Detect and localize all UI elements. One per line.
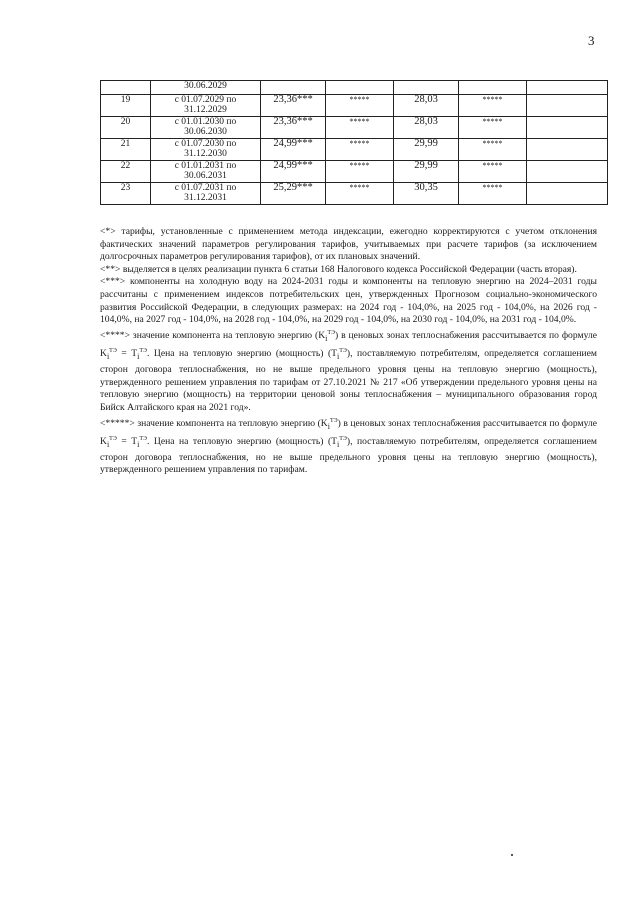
row-number-cell: 20 bbox=[101, 117, 151, 139]
empty-cell bbox=[527, 161, 608, 183]
water-component-vat-cell: ***** bbox=[326, 161, 394, 183]
table-row bbox=[101, 117, 608, 139]
period-start: с 01.07.2029 по bbox=[174, 95, 237, 105]
period-end: 30.06.2030 bbox=[184, 127, 227, 137]
period-end: 31.12.2029 bbox=[184, 105, 227, 115]
heat-component-vat-cell: ***** bbox=[459, 139, 527, 161]
water-component-vat-cell: ***** bbox=[326, 117, 394, 139]
heat-component-cell: 30,35 bbox=[394, 183, 459, 205]
period-cell bbox=[151, 183, 261, 205]
footnote-3: <***> компоненты на холодную воду на 2024-2031 годы и компоненты на тепловую энергию на 2024–2031 годы рассчитаны с применением индексов потребительских цен, утвержденных Прогнозом социально-экономического развития Российской Федерации, в следующих размерах: на 2024 год - 104,0%, на 2025 год - 104,0%, на 2026 год - 104,0%, на 2027 год - 104,0%, на 2028 год - 104,0%, на 2029 год - 104,0%, на 2030 год - 104,0%, на 2031 год - 104,0%. bbox=[100, 276, 597, 326]
footnote-2: <**> выделяется в целях реализации пункта 6 статьи 168 Налогового кодекса Российской Федерации (часть вторая). bbox=[100, 263, 577, 275]
heat-component-cell: 28,03 bbox=[394, 117, 459, 139]
period-end: 31.12.2031 bbox=[184, 193, 227, 203]
row-number-cell: 19 bbox=[101, 95, 151, 117]
water-component-vat-cell: ***** bbox=[326, 95, 394, 117]
period-start: с 01.07.2030 по bbox=[174, 139, 237, 149]
heat-component-vat-cell: ***** bbox=[459, 95, 527, 117]
water-component-cell: 23,36*** bbox=[261, 95, 326, 117]
period-end: 31.12.2030 bbox=[184, 149, 227, 159]
water-component-vat-cell bbox=[326, 81, 394, 95]
footnote-1: <*> тарифы, установленные с применением метода индексации, ежегодно корректируются с учетом отклонения фактических значений параметров регулирования тарифов, учитываемых при расчете тарифов (за исключением долгосрочных параметров регулирования тарифов), от их плановых значений. bbox=[100, 226, 597, 263]
empty-cell bbox=[527, 117, 608, 139]
empty-cell bbox=[527, 183, 608, 205]
water-component-cell: 23,36*** bbox=[261, 117, 326, 139]
heat-component-vat-cell: ***** bbox=[459, 183, 527, 205]
tariff-table bbox=[100, 80, 608, 205]
heat-component-vat-cell: ***** bbox=[459, 161, 527, 183]
heat-component-vat-cell bbox=[459, 81, 527, 95]
footnote-5: <*****> значение компонента на тепловую энергию $(K_i^{ТЭ})$ в ценовых зонах теплоснабжения рассчитывается по формуле $K_i^{ТЭ} = T_i^{ТЭ}$. Цена на тепловую энергию (мощность) $(T_i^{ТЭ})$, поставляемую потребителям, определяется соглашением сторон договора теплоснабжения, но не выше предельного уровня цены на тепловую энергию (мощность), утвержденного решением управления по тарифам. bbox=[100, 417, 597, 476]
period-cell bbox=[151, 81, 261, 95]
heat-component-cell: 29,99 bbox=[394, 161, 459, 183]
row-number-cell: 22 bbox=[101, 161, 151, 183]
period-cell bbox=[151, 95, 261, 117]
water-component-vat-cell: ***** bbox=[326, 139, 394, 161]
row-number-cell: 23 bbox=[101, 183, 151, 205]
period-start: с 01.01.2031 по bbox=[174, 161, 237, 171]
period-cell bbox=[151, 117, 261, 139]
period-start: 30.06.2029 bbox=[184, 81, 227, 91]
water-component-vat-cell: ***** bbox=[326, 183, 394, 205]
period-cell bbox=[151, 139, 261, 161]
scan-speck bbox=[511, 854, 513, 856]
water-component-cell: 25,29*** bbox=[261, 183, 326, 205]
period-end: 30.06.2031 bbox=[184, 171, 227, 181]
water-component-cell bbox=[261, 81, 326, 95]
water-component-cell: 24,99*** bbox=[261, 161, 326, 183]
row-number-cell bbox=[101, 81, 151, 95]
page-number: 3 bbox=[588, 33, 595, 48]
empty-cell bbox=[527, 139, 608, 161]
table-row bbox=[101, 81, 608, 95]
heat-component-cell bbox=[394, 81, 459, 95]
heat-component-cell: 29,99 bbox=[394, 139, 459, 161]
row-number-cell: 21 bbox=[101, 139, 151, 161]
period-start: с 01.01.2030 по bbox=[174, 117, 237, 127]
period-cell bbox=[151, 161, 261, 183]
heat-component-vat-cell: ***** bbox=[459, 117, 527, 139]
empty-cell bbox=[527, 95, 608, 117]
heat-component-cell: 28,03 bbox=[394, 95, 459, 117]
empty-cell bbox=[527, 81, 608, 95]
period-start: с 01.07.2031 по bbox=[174, 183, 237, 193]
footnote-4: <****> значение компонента на тепловую энергию $(K_i^{ТЭ})$ в ценовых зонах теплоснабжения рассчитывается по формуле $K_i^{ТЭ} = T_i^{ТЭ}$. Цена на тепловую энергию (мощность) $(T_i^{ТЭ})$, поставляемую потребителям, определяется соглашением сторон договора теплоснабжения, но не выше предельного уровня цены на тепловую энергию (мощность), утвержденного решением управления по тарифам от 27.10.2021 № 217 «Об утверждении предельного уровня цены на тепловую энергию (мощность) на территории ценовой зоны теплоснабжения – муниципального образования город Бийск Алтайского края на 2021 год». bbox=[100, 329, 598, 413]
footnotes bbox=[100, 226, 597, 477]
table-row bbox=[101, 95, 608, 117]
table-row bbox=[101, 183, 608, 205]
table-row bbox=[101, 161, 608, 183]
water-component-cell: 24,99*** bbox=[261, 139, 326, 161]
table-row bbox=[101, 139, 608, 161]
